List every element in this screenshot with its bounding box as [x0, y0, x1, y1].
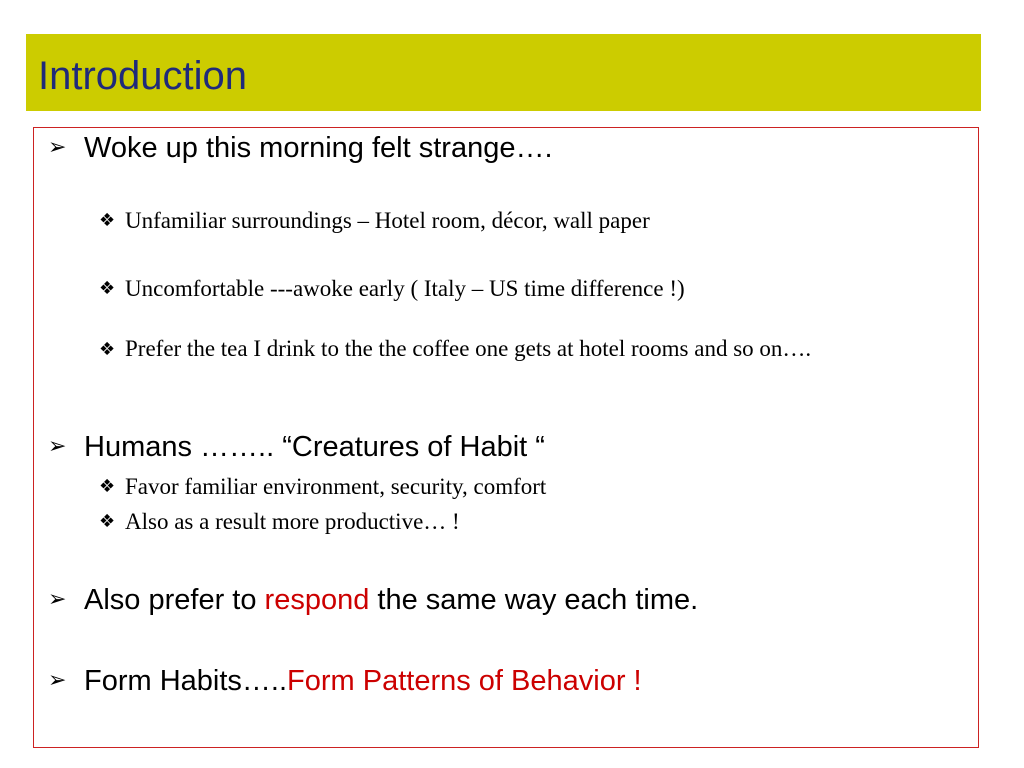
- slide-title: Introduction: [38, 54, 248, 98]
- content-box: [33, 127, 979, 748]
- arrow-bullet-icon: ➢: [48, 668, 67, 693]
- sub-item-1-1-text: Unfamiliar surroundings – Hotel room, décor, wall paper: [125, 208, 650, 233]
- sub-item-1-3-text: Prefer the tea I drink to the the coffee one gets at hotel rooms and so on….: [125, 336, 812, 361]
- arrow-bullet-icon: ➢: [48, 135, 67, 160]
- bullet-item-4-text-before: Form Habits…..: [84, 665, 288, 697]
- bullet-item-3-text-after: the same way each time.: [369, 584, 699, 616]
- bullet-item-3-text: [84, 583, 698, 617]
- bullet-item-3-highlight: respond: [264, 584, 370, 616]
- sub-item-2-2-text: Also as a result more productive… !: [125, 509, 460, 534]
- diamond-bullet-icon: ❖: [99, 278, 116, 299]
- diamond-bullet-icon: ❖: [99, 210, 116, 231]
- sub-item-2-1-text: Favor familiar environment, security, comfort: [125, 474, 547, 499]
- arrow-bullet-icon: ➢: [48, 434, 67, 459]
- bullet-item-4-text: [84, 664, 642, 698]
- bullet-item-2-text: Humans …….. “Creatures of Habit “: [84, 431, 545, 463]
- sub-item-1-2-text: Uncomfortable ---awoke early ( Italy – US time difference !): [125, 276, 685, 301]
- bullet-item-4-highlight: Form Patterns of Behavior !: [287, 665, 642, 697]
- diamond-bullet-icon: ❖: [99, 339, 116, 360]
- arrow-bullet-icon: ➢: [48, 587, 67, 612]
- diamond-bullet-icon: ❖: [99, 476, 116, 497]
- diamond-bullet-icon: ❖: [99, 511, 116, 532]
- title-bar: [26, 34, 981, 111]
- bullet-item-1-text: Woke up this morning felt strange….: [84, 132, 553, 164]
- bullet-item-3-text-before: Also prefer to: [84, 584, 265, 616]
